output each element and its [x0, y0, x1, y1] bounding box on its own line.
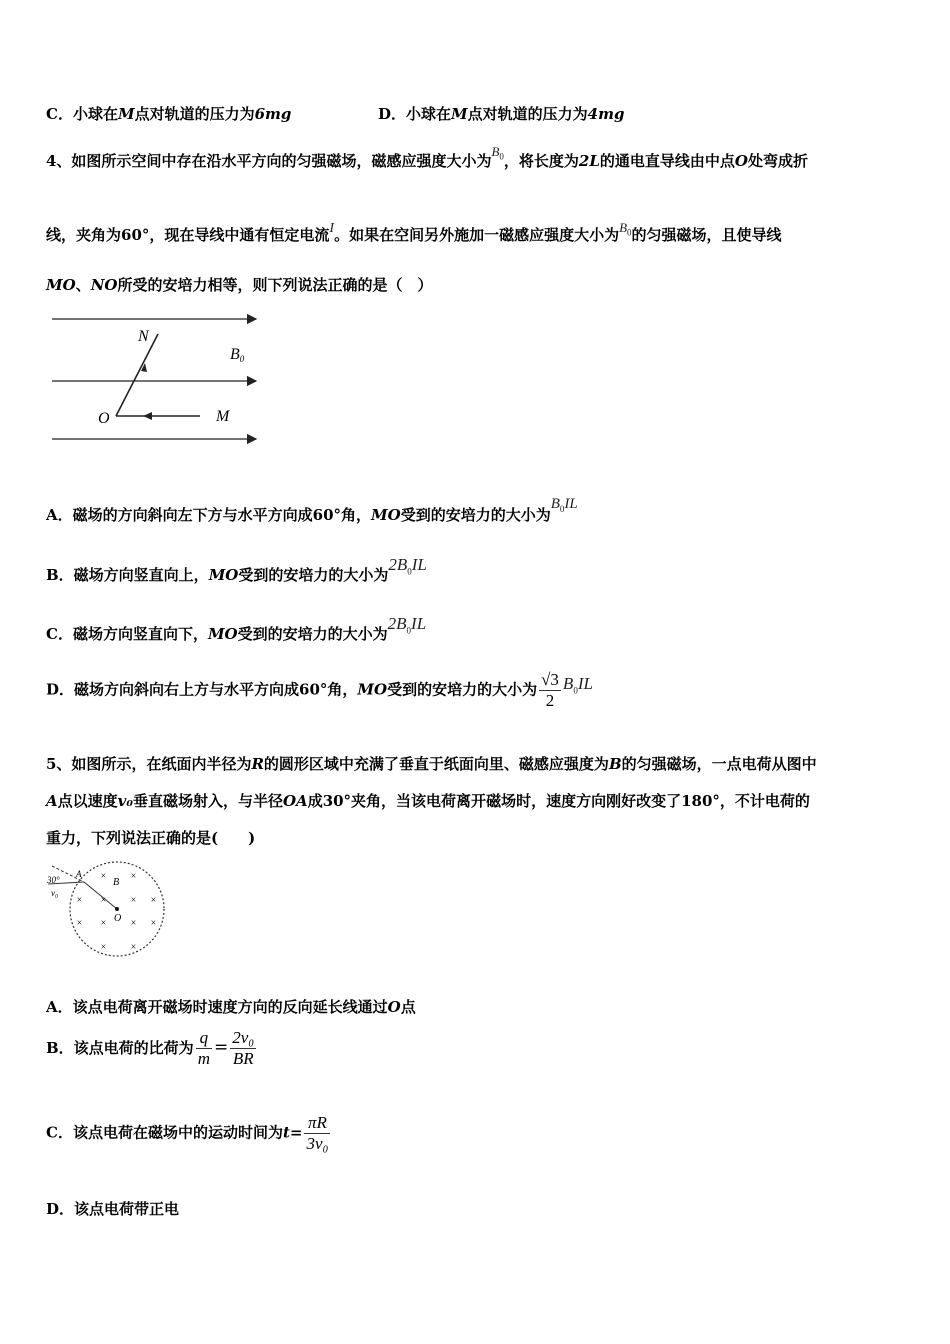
- q4-option-d: D．磁场方向斜向右上方与水平方向成60°角，MO受到的安培力的大小为 $\frac{√3}{2}$ $B_0IL$: [46, 670, 593, 710]
- svg-text:×: ×: [100, 871, 107, 882]
- label-O: O: [98, 410, 110, 427]
- wire-ON: [116, 334, 158, 416]
- label-B: B: [113, 877, 120, 888]
- q4-stem-line-1: 4、如图所示空间中存在沿水平方向的匀强磁场，磁感应强度大小为$B_0$，将长度为2L的通电直导线由中点O处弯成折: [46, 144, 809, 170]
- center-point: [115, 907, 119, 911]
- wire-OM-arrow: [143, 412, 152, 420]
- label-v0: v₀: [51, 888, 59, 898]
- label-N: N: [138, 328, 149, 345]
- label-M: M: [216, 408, 230, 425]
- q3-option-d: D．小球在M点对轨道的压力为4mg: [378, 105, 625, 123]
- q3-option-c: C．小球在M点对轨道的压力为6mg: [46, 105, 292, 123]
- q4-option-b: B．磁场方向竖直向上，MO受到的安培力的大小为$2B_0IL$: [46, 555, 427, 584]
- label-B0: B0: [230, 346, 245, 364]
- q4-figure: [48, 310, 263, 450]
- svg-text:×: ×: [76, 918, 83, 929]
- q5-option-d: D．该点电荷带正电: [46, 1200, 180, 1218]
- label-O: O: [114, 913, 122, 924]
- svg-text:×: ×: [150, 918, 157, 929]
- q5-figure: [44, 858, 170, 962]
- svg-text:×: ×: [130, 918, 137, 929]
- q5-stem-line-2: A点以速度v₀垂直磁场射入，与半径OA成30°夹角，当该电荷离开磁场时，速度方向刚好改变了180°，不计电荷的: [46, 792, 810, 810]
- svg-text:×: ×: [150, 895, 157, 906]
- svg-text:×: ×: [130, 942, 137, 953]
- q4-stem-line-3: MO、NO所受的安培力相等，则下列说法正确的是（ ）: [46, 276, 433, 294]
- q5-option-a: A．该点电荷离开磁场时速度方向的反向延长线通过O点: [46, 998, 416, 1016]
- q5-stem-line-1: 5、如图所示，在纸面内半径为R的圆形区域中充满了垂直于纸面向里、磁感应强度为B的匀强磁场，一点电荷从图中: [46, 755, 817, 773]
- svg-text:×: ×: [130, 871, 137, 882]
- svg-text:×: ×: [130, 895, 137, 906]
- q5-option-b: B．该点电荷的比荷为 $\frac{q}{m}$ = $\frac{\text{2v₀}}{BR}$: [46, 1028, 255, 1068]
- q5-stem-line-3: 重力，下列说法正确的是( ): [46, 829, 256, 847]
- svg-text:×: ×: [76, 895, 83, 906]
- q5-option-c: C．该点电荷在磁场中的运动时间为t= $\frac{\pi R}{\text{3v₀}}$: [46, 1113, 329, 1153]
- q4-stem-line-2: 线，夹角为60°，现在导线中通有恒定电流I。如果在空间另外施加一磁感应强度大小为$B_0$的匀强磁场，且使导线: [46, 220, 782, 244]
- svg-text:×: ×: [100, 895, 107, 906]
- label-A: A: [76, 869, 82, 879]
- q4-option-a: A．磁场的方向斜向左下方与水平方向成60°角，MO受到的安培力的大小为$B_0IL$: [46, 496, 578, 524]
- q4-option-c: C．磁场方向竖直向下，MO受到的安培力的大小为$2B_0IL$: [46, 614, 427, 643]
- label-30: 30°: [47, 875, 60, 885]
- svg-text:×: ×: [100, 918, 107, 929]
- svg-text:×: ×: [100, 942, 107, 953]
